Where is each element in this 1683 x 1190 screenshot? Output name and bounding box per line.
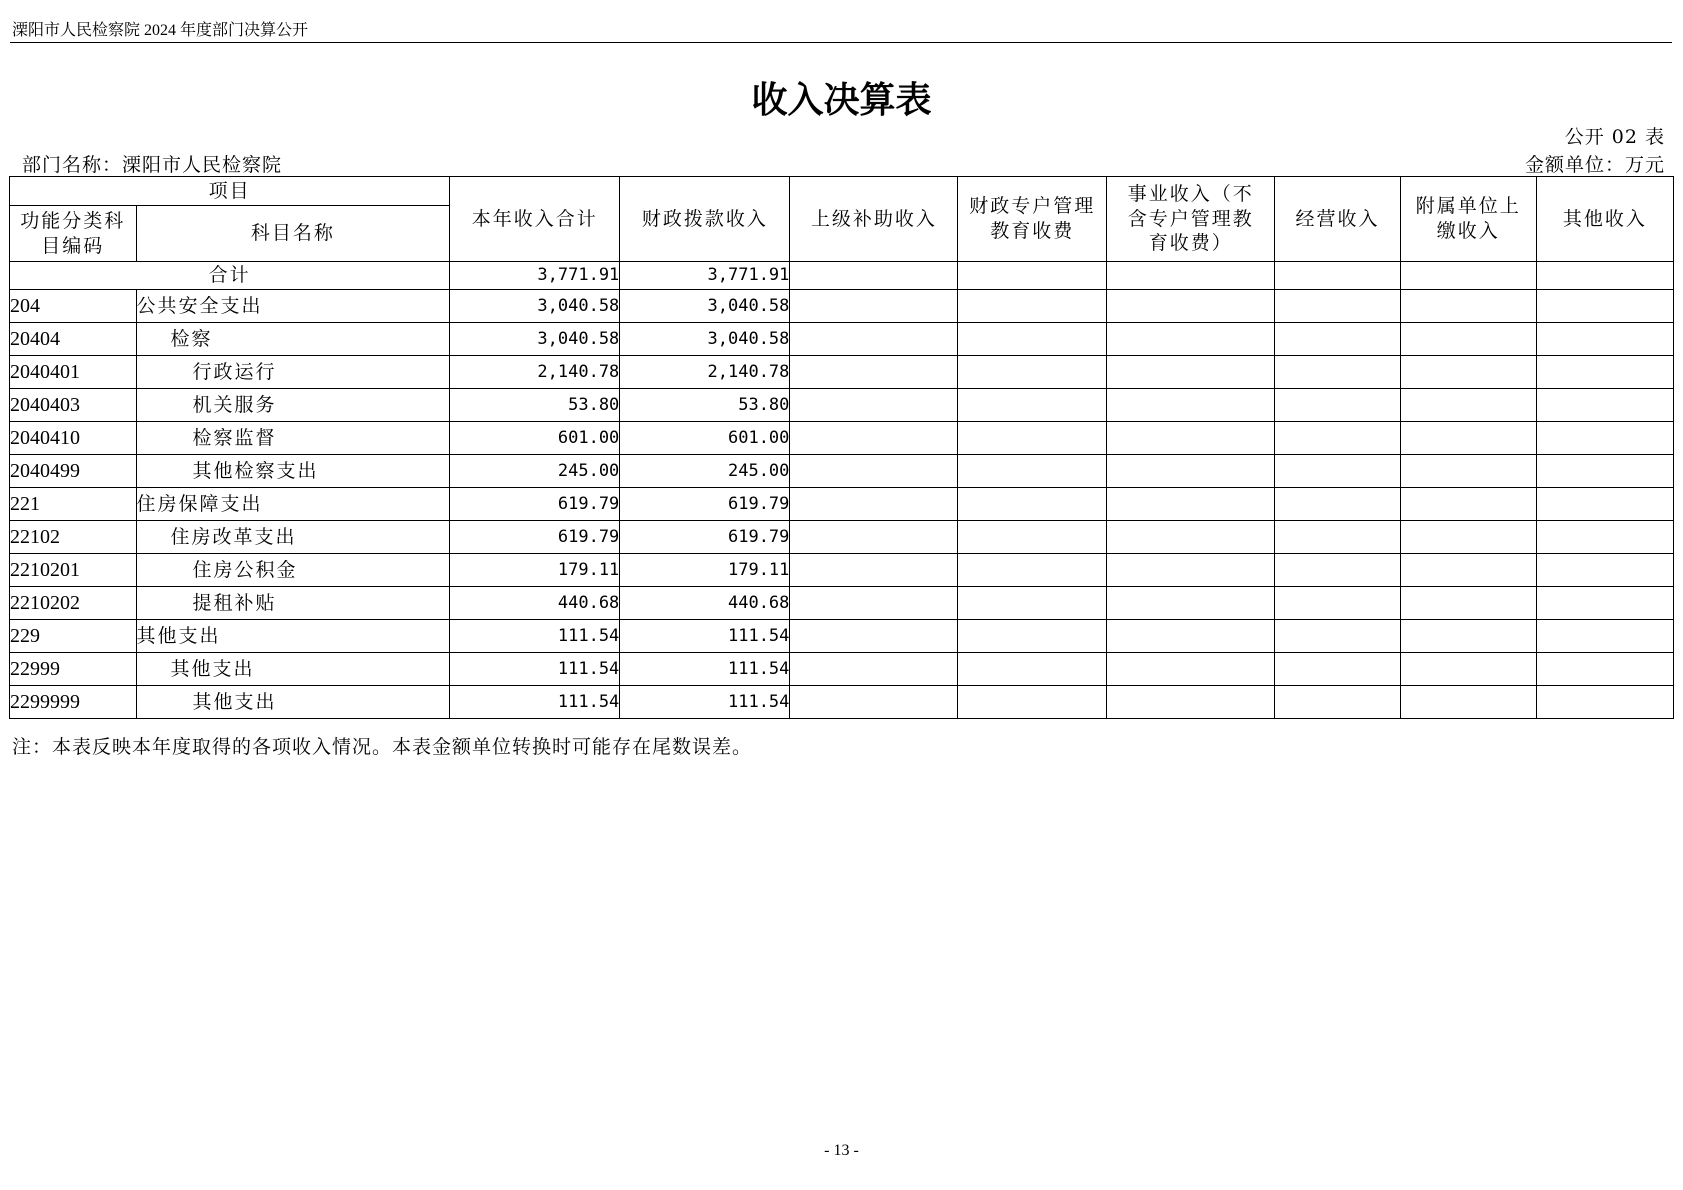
- row-name: 检察: [136, 323, 450, 356]
- empty-cell: [1400, 488, 1536, 521]
- page-title: 收入决算表: [751, 79, 932, 121]
- row-income-total: 245.00: [450, 455, 620, 488]
- empty-cell: [1400, 455, 1536, 488]
- empty-cell: [1107, 521, 1275, 554]
- table-row: [10, 422, 1674, 455]
- empty-cell: [1536, 521, 1673, 554]
- row-code: 229: [10, 620, 137, 653]
- total-fiscal-income: 3,771.91: [620, 262, 790, 290]
- header-row-top: [10, 177, 1674, 206]
- empty-cell: [1400, 262, 1536, 290]
- empty-cell: [1536, 290, 1673, 323]
- total-row: [10, 262, 1674, 290]
- amount-unit: 金额单位：万元: [1524, 154, 1665, 176]
- row-code: 22999: [10, 653, 137, 686]
- header-rule: [10, 42, 1672, 43]
- empty-cell: [958, 488, 1107, 521]
- table-row: [10, 389, 1674, 422]
- table-row: [10, 323, 1674, 356]
- row-name: 公共安全支出: [136, 290, 450, 323]
- empty-cell: [790, 290, 958, 323]
- total-label: 合计: [10, 262, 450, 290]
- row-fiscal-income: 245.00: [620, 455, 790, 488]
- empty-cell: [1107, 290, 1275, 323]
- row-income-total: 179.11: [450, 554, 620, 587]
- row-name: 住房公积金: [136, 554, 450, 587]
- empty-cell: [1400, 653, 1536, 686]
- row-income-total: 111.54: [450, 653, 620, 686]
- row-name: 机关服务: [136, 389, 450, 422]
- empty-cell: [1275, 620, 1400, 653]
- empty-cell: [1275, 290, 1400, 323]
- empty-cell: [958, 356, 1107, 389]
- empty-cell: [1275, 323, 1400, 356]
- empty-cell: [958, 554, 1107, 587]
- row-fiscal-income: 111.54: [620, 620, 790, 653]
- empty-cell: [1107, 356, 1275, 389]
- row-fiscal-income: 440.68: [620, 587, 790, 620]
- empty-cell: [1400, 290, 1536, 323]
- empty-cell: [1275, 356, 1400, 389]
- empty-cell: [790, 653, 958, 686]
- row-code: 2040410: [10, 422, 137, 455]
- row-fiscal-income: 619.79: [620, 521, 790, 554]
- empty-cell: [790, 262, 958, 290]
- empty-cell: [1107, 620, 1275, 653]
- empty-cell: [1107, 389, 1275, 422]
- empty-cell: [958, 290, 1107, 323]
- table-row: [10, 686, 1674, 719]
- empty-cell: [1275, 554, 1400, 587]
- empty-cell: [958, 422, 1107, 455]
- empty-cell: [1400, 521, 1536, 554]
- row-code: 2210201: [10, 554, 137, 587]
- empty-cell: [958, 653, 1107, 686]
- table-row: [10, 356, 1674, 389]
- header-name: 科目名称: [136, 206, 450, 262]
- empty-cell: [958, 262, 1107, 290]
- empty-cell: [1400, 620, 1536, 653]
- form-number: 公开 02 表: [1564, 126, 1665, 148]
- empty-cell: [790, 521, 958, 554]
- header-other: 其他收入: [1536, 177, 1673, 262]
- empty-cell: [958, 389, 1107, 422]
- row-code: 221: [10, 488, 137, 521]
- table-row: [10, 620, 1674, 653]
- empty-cell: [1275, 521, 1400, 554]
- empty-cell: [1536, 653, 1673, 686]
- table-row: [10, 587, 1674, 620]
- empty-cell: [1536, 323, 1673, 356]
- income-table: [9, 176, 1674, 719]
- empty-cell: [790, 356, 958, 389]
- empty-cell: [1275, 262, 1400, 290]
- row-name: 其他检察支出: [136, 455, 450, 488]
- row-code: 204: [10, 290, 137, 323]
- table-row: [10, 521, 1674, 554]
- empty-cell: [958, 587, 1107, 620]
- empty-cell: [958, 620, 1107, 653]
- empty-cell: [790, 620, 958, 653]
- header-superior: 上级补助收入: [790, 177, 958, 262]
- empty-cell: [1275, 488, 1400, 521]
- row-income-total: 601.00: [450, 422, 620, 455]
- row-fiscal-income: 619.79: [620, 488, 790, 521]
- header-edu-fee: 财政专户管理教育收费: [958, 177, 1107, 262]
- header-affiliated: 附属单位上缴收入: [1400, 177, 1536, 262]
- row-income-total: 111.54: [450, 686, 620, 719]
- empty-cell: [958, 323, 1107, 356]
- row-fiscal-income: 53.80: [620, 389, 790, 422]
- header-total: 本年收入合计: [450, 177, 620, 262]
- empty-cell: [790, 389, 958, 422]
- header-code: 功能分类科目编码: [10, 206, 137, 262]
- empty-cell: [1107, 587, 1275, 620]
- row-income-total: 3,040.58: [450, 323, 620, 356]
- row-income-total: 440.68: [450, 587, 620, 620]
- row-code: 2040403: [10, 389, 137, 422]
- empty-cell: [1536, 262, 1673, 290]
- row-income-total: 3,040.58: [450, 290, 620, 323]
- empty-cell: [1107, 686, 1275, 719]
- row-name: 行政运行: [136, 356, 450, 389]
- table-note: 注：本表反映本年度取得的各项收入情况。本表金额单位转换时可能存在尾数误差。: [12, 736, 753, 758]
- table-row: [10, 488, 1674, 521]
- empty-cell: [1107, 455, 1275, 488]
- empty-cell: [1275, 653, 1400, 686]
- empty-cell: [1275, 686, 1400, 719]
- empty-cell: [1275, 389, 1400, 422]
- row-name: 住房保障支出: [136, 488, 450, 521]
- empty-cell: [1400, 389, 1536, 422]
- header-business: 事业收入（不含专户管理教育收费）: [1107, 177, 1275, 262]
- row-income-total: 619.79: [450, 521, 620, 554]
- empty-cell: [958, 455, 1107, 488]
- empty-cell: [1107, 554, 1275, 587]
- row-name: 检察监督: [136, 422, 450, 455]
- row-name: 其他支出: [136, 686, 450, 719]
- empty-cell: [1400, 422, 1536, 455]
- empty-cell: [790, 323, 958, 356]
- row-income-total: 619.79: [450, 488, 620, 521]
- empty-cell: [1536, 686, 1673, 719]
- table-row: [10, 554, 1674, 587]
- empty-cell: [1400, 686, 1536, 719]
- empty-cell: [1275, 587, 1400, 620]
- empty-cell: [1107, 262, 1275, 290]
- table-row: [10, 653, 1674, 686]
- empty-cell: [1400, 356, 1536, 389]
- header-operating: 经营收入: [1275, 177, 1400, 262]
- running-header: 溧阳市人民检察院 2024 年度部门决算公开: [12, 22, 309, 39]
- empty-cell: [1536, 587, 1673, 620]
- empty-cell: [1536, 455, 1673, 488]
- row-fiscal-income: 111.54: [620, 686, 790, 719]
- empty-cell: [1107, 488, 1275, 521]
- header-fiscal: 财政拨款收入: [620, 177, 790, 262]
- row-income-total: 53.80: [450, 389, 620, 422]
- empty-cell: [1400, 587, 1536, 620]
- empty-cell: [1536, 389, 1673, 422]
- row-code: 2040401: [10, 356, 137, 389]
- empty-cell: [1400, 554, 1536, 587]
- row-fiscal-income: 179.11: [620, 554, 790, 587]
- row-name: 其他支出: [136, 653, 450, 686]
- empty-cell: [790, 422, 958, 455]
- empty-cell: [1107, 323, 1275, 356]
- empty-cell: [790, 554, 958, 587]
- empty-cell: [1536, 488, 1673, 521]
- empty-cell: [1536, 356, 1673, 389]
- empty-cell: [1275, 455, 1400, 488]
- row-income-total: 111.54: [450, 620, 620, 653]
- table-row: [10, 290, 1674, 323]
- empty-cell: [790, 488, 958, 521]
- row-income-total: 2,140.78: [450, 356, 620, 389]
- page-number: - 13 -: [824, 1142, 859, 1159]
- header-item: 项目: [10, 177, 450, 206]
- empty-cell: [1107, 653, 1275, 686]
- department-name: 部门名称：溧阳市人民检察院: [22, 154, 283, 176]
- row-code: 22102: [10, 521, 137, 554]
- empty-cell: [1107, 422, 1275, 455]
- empty-cell: [1536, 620, 1673, 653]
- row-fiscal-income: 111.54: [620, 653, 790, 686]
- row-fiscal-income: 601.00: [620, 422, 790, 455]
- row-name: 其他支出: [136, 620, 450, 653]
- empty-cell: [1400, 323, 1536, 356]
- total-income-total: 3,771.91: [450, 262, 620, 290]
- row-code: 2299999: [10, 686, 137, 719]
- row-code: 2040499: [10, 455, 137, 488]
- table-row: [10, 455, 1674, 488]
- row-fiscal-income: 2,140.78: [620, 356, 790, 389]
- row-code: 20404: [10, 323, 137, 356]
- row-code: 2210202: [10, 587, 137, 620]
- empty-cell: [958, 521, 1107, 554]
- row-name: 住房改革支出: [136, 521, 450, 554]
- empty-cell: [958, 686, 1107, 719]
- empty-cell: [1536, 554, 1673, 587]
- empty-cell: [790, 587, 958, 620]
- empty-cell: [790, 455, 958, 488]
- row-fiscal-income: 3,040.58: [620, 323, 790, 356]
- empty-cell: [790, 686, 958, 719]
- empty-cell: [1536, 422, 1673, 455]
- row-fiscal-income: 3,040.58: [620, 290, 790, 323]
- empty-cell: [1275, 422, 1400, 455]
- row-name: 提租补贴: [136, 587, 450, 620]
